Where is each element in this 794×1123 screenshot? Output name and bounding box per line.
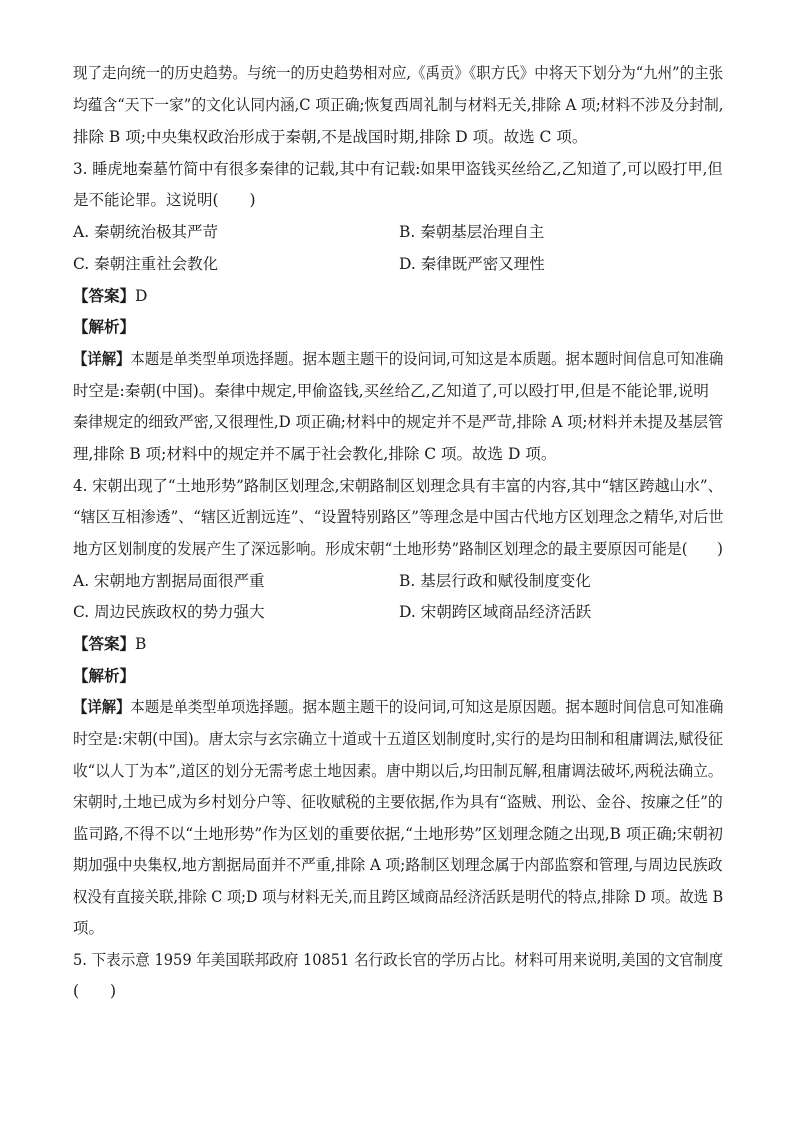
q3-option-b: B. 秦朝基层治理自主 <box>399 223 545 241</box>
q4-option-c: C. 周边民族政权的势力强大 <box>73 603 265 621</box>
intro-line-2: 均蕴含“天下一家”的文化认同内涵,C 项正确;恢复西周礼制与材料无关,排除 A 项;材料不涉及分封制, <box>73 96 724 114</box>
q4-detail-line-2: 时空是:宋朝(中国)。唐太宗与玄宗确立十道或十五道区划制度时,实行的是均田制和租庸调法,赋役征 <box>73 730 724 748</box>
q4-analysis-tag <box>73 665 135 687</box>
q4-detail-line-1 <box>73 696 723 718</box>
q4-stem-line-2: “辖区互相渗透”、“辖区近割远连”、“设置特别路区”等理念是中国古代地方区划理念之精华,对后世 <box>73 508 724 526</box>
q3-detail-line-3: 秦律规定的细致严密,又很理性,D 项正确;材料中的规定并不是严苛,排除 A 项;材料并未提及基层管 <box>73 413 724 431</box>
q4-option-a: A. 宋朝地方割据局面很严重 <box>73 572 265 590</box>
q3-stem-line-1: 3. 睡虎地秦墓竹简中有很多秦律的记载,其中有记载:如果甲盗钱买丝给乙,乙知道了,可以殴打甲,但 <box>73 160 723 178</box>
q4-answer-tag: 【答案】 <box>73 634 136 653</box>
q4-detail-tag: 【详解】 <box>73 697 131 716</box>
q4-detail-line-5: 监司路,不得不以“土地形势”作为区划的重要依据,“土地形势”区划理念随之出现,B 项正确;宋朝初 <box>73 825 724 843</box>
intro-line-3: 排除 B 项;中央集权政治形成于秦朝,不是战国时期,排除 D 项。故选 C 项。 <box>73 128 588 146</box>
q3-answer-value: D <box>135 287 148 305</box>
q3-detail-line-2: 时空是:秦朝(中国)。秦律中规定,甲偷盗钱,买丝给乙,乙知道了,可以殴打甲,但是不能论罪,说明 <box>73 382 709 400</box>
q3-option-c: C. 秦朝注重社会教化 <box>73 255 219 273</box>
q3-answer-tag: 【答案】 <box>73 286 136 305</box>
q3-stem-line-2: 是不能论罪。这说明( ) <box>73 191 256 209</box>
q3-analysis-tag <box>73 316 135 338</box>
q4-detail-line-3: 收“以人丁为本”,道区的划分无需考虑土地因素。唐中期以后,均田制瓦解,租庸调法破坏,两税法确立。 <box>73 762 723 780</box>
q4-stem-line-3: 地方区划制度的发展产生了深远影响。形成宋朝“土地形势”路制区划理念的最主要原因可能是( ) <box>73 540 723 558</box>
q3-detail-line-1 <box>73 348 723 370</box>
q3-detail-first: 本题是单类型单项选择题。据本题主题干的设问词,可知这是本质题。据本题时间信息可知准确 <box>130 350 724 368</box>
q5-stem-line-1: 5. 下表示意 1959 年美国联邦政府 10851 名行政长官的学历占比。材料可用来说明,美国的文官制度 <box>73 951 724 969</box>
q3-option-d: D. 秦律既严密又理性 <box>399 255 545 273</box>
q3-answer <box>73 285 147 307</box>
q4-analysis-label: 【解析】 <box>73 666 136 685</box>
q4-option-d: D. 宋朝跨区域商品经济活跃 <box>399 603 592 621</box>
q3-option-a: A. 秦朝统治极其严苛 <box>73 223 219 241</box>
q4-answer-value: B <box>135 635 147 653</box>
q4-answer <box>73 633 146 655</box>
q4-stem-line-1: 4. 宋朝出现了“土地形势”路制区划理念,宋朝路制区划理念具有丰富的内容,其中“辖区跨越山水”、 <box>73 477 723 495</box>
q5-stem-line-2: ( ) <box>73 982 117 1000</box>
q3-detail-tag: 【详解】 <box>73 349 131 368</box>
q3-analysis-label: 【解析】 <box>73 317 136 336</box>
q4-detail-line-4: 宋朝时,土地已成为乡村划分户等、征收赋税的主要依据,作为具有“盗贼、刑讼、金谷、按廉之任”的 <box>73 793 723 811</box>
q4-detail-line-7: 权没有直接关联,排除 C 项;D 项与材料无关,而且跨区域商品经济活跃是明代的特点,排除 D 项。故选 B <box>73 888 724 906</box>
q4-detail-first: 本题是单类型单项选择题。据本题主题干的设问词,可知这是原因题。据本题时间信息可知准确 <box>130 698 724 716</box>
intro-line-1: 现了走向统一的历史趋势。与统一的历史趋势相对应,《禹贡》《职方氏》中将天下划分为“九州”的主张 <box>73 64 724 82</box>
q3-detail-line-4: 理,排除 B 项;材料中的规定并不属于社会教化,排除 C 项。故选 D 项。 <box>73 445 557 463</box>
q4-detail-line-8: 项。 <box>73 919 105 937</box>
q4-option-b: B. 基层行政和赋役制度变化 <box>399 572 591 590</box>
q4-detail-line-6: 期加强中央集权,地方割据局面并不严重,排除 A 项;路制区划理念属于内部监察和管理,与周边民族政 <box>73 856 723 874</box>
